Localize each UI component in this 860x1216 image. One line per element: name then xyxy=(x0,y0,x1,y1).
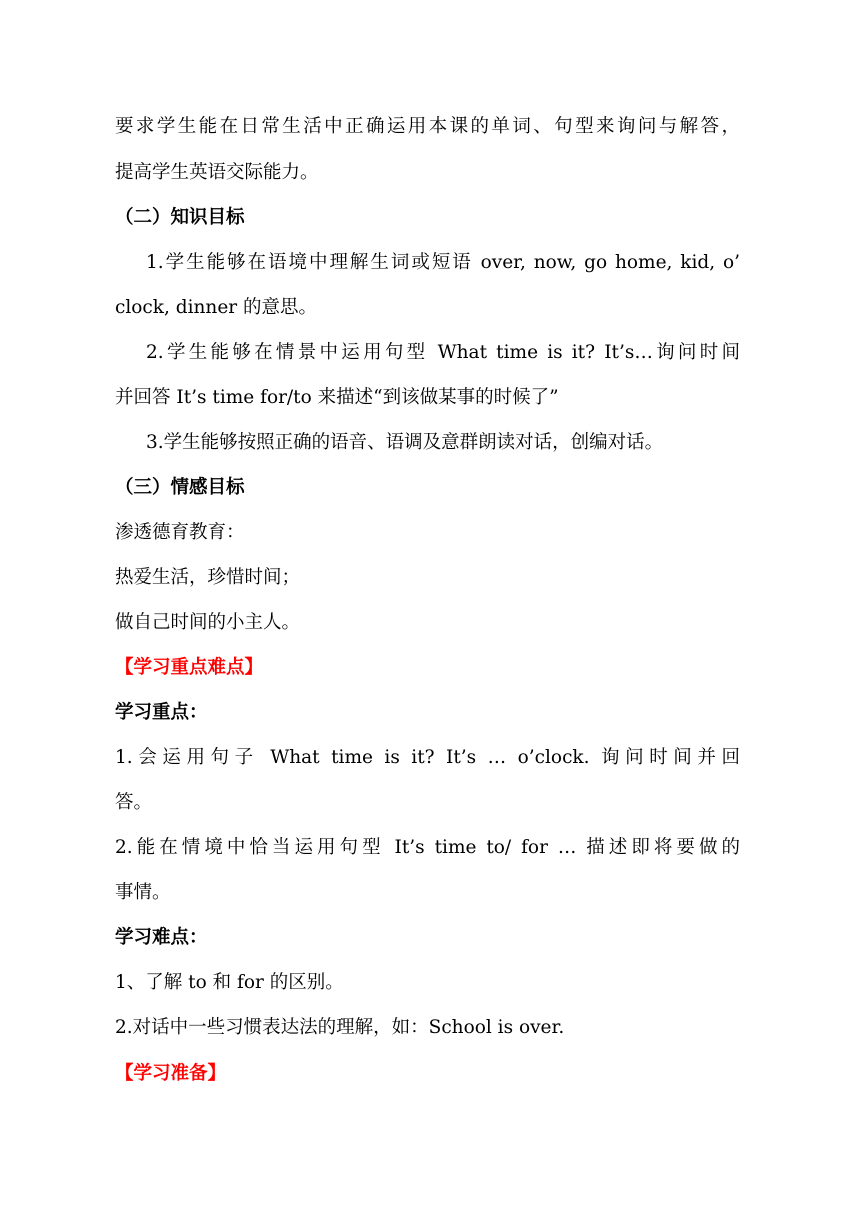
paragraph-line: 并回答 It’s time for/to 来描述“到该做某事的时候了” xyxy=(115,387,559,408)
paragraph-line: 热爱生活，珍惜时间； xyxy=(115,567,301,588)
paragraph-line: 做自己时间的小主人。 xyxy=(115,612,301,633)
section-heading-preparation: 【学习准备】 xyxy=(115,1063,227,1084)
paragraph-line: 1、了解 to 和 for 的区别。 xyxy=(115,972,344,993)
paragraph-line: 提高学生英语交际能力。 xyxy=(115,162,319,183)
paragraph-line: 答。 xyxy=(115,792,153,813)
subheading-key-points: 学习重点： xyxy=(115,702,208,723)
section-heading-key-points: 【学习重点难点】 xyxy=(115,657,264,678)
paragraph-line: 2.学生能够在情景中运用句型 What time is it? It’s…询问时间 xyxy=(146,342,740,363)
subheading-difficulties: 学习难点： xyxy=(115,927,208,948)
paragraph-line: clock, dinner 的意思。 xyxy=(115,297,318,318)
paragraph-line: 渗透德育教育： xyxy=(115,522,245,543)
section-heading-emotion: （三）情感目标 xyxy=(115,477,245,498)
paragraph-line: 1.学生能够在语境中理解生词或短语 over, now, go home, kid, o’ xyxy=(146,252,740,273)
paragraph-line: 要求学生能在日常生活中正确运用本课的单词、句型来询问与解答， xyxy=(115,116,740,137)
section-heading-knowledge: （二）知识目标 xyxy=(115,207,245,228)
paragraph-line: 1.会运用句子 What time is it? It’s … o’clock. 询问时间并回 xyxy=(115,747,740,768)
paragraph-line: 2.对话中一些习惯表达法的理解，如：School is over. xyxy=(115,1017,565,1038)
paragraph-line: 2.能在情境中恰当运用句型 It’s time to/ for … 描述即将要做的 xyxy=(115,837,740,858)
paragraph-line: 事情。 xyxy=(115,882,171,903)
paragraph-line: 3.学生能够按照正确的语音、语调及意群朗读对话，创编对话。 xyxy=(146,432,664,453)
